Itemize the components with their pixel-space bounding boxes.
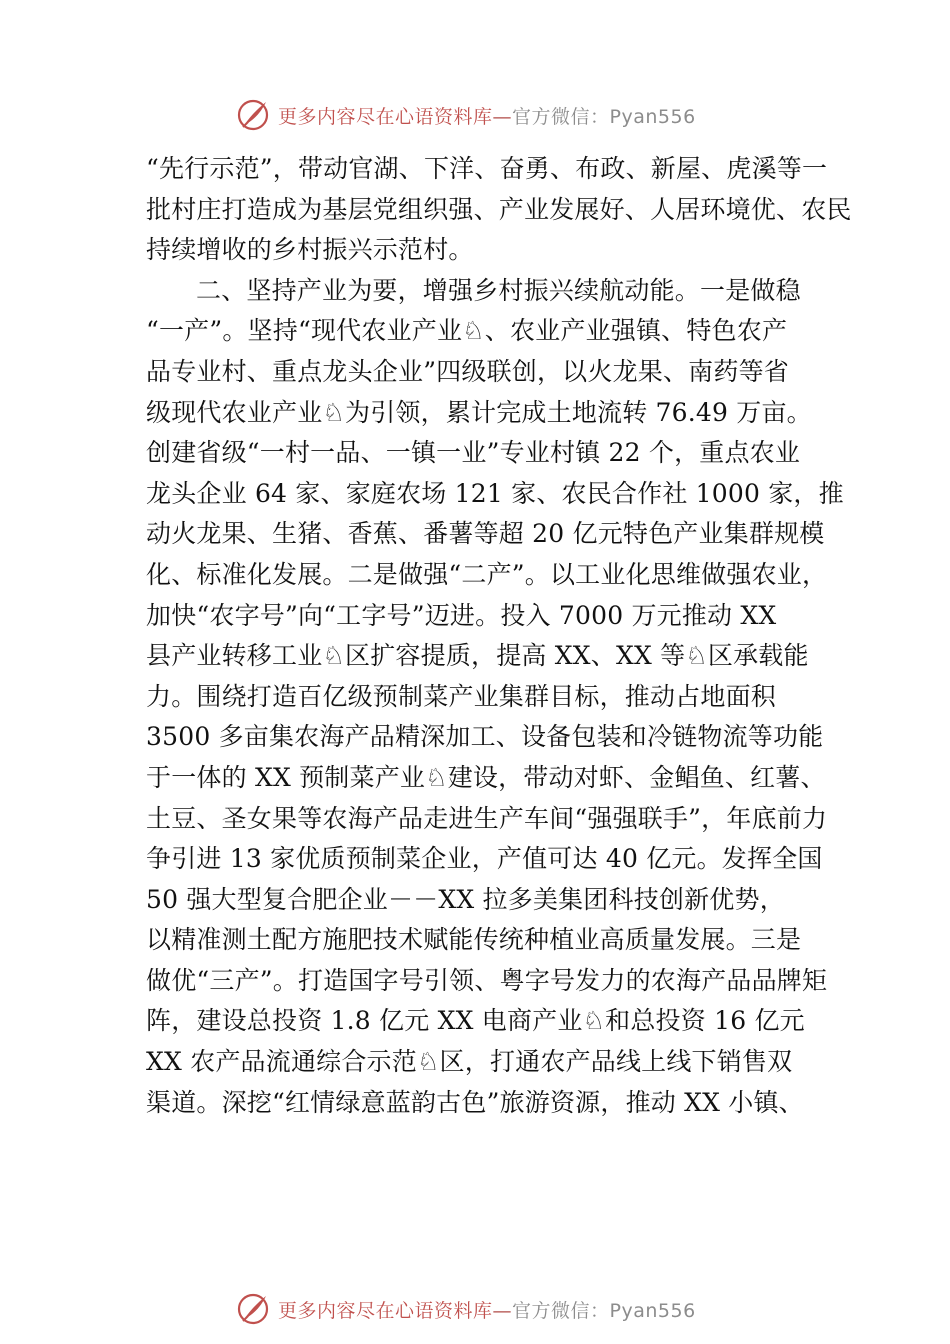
text-line: 3500 多亩集农海产品精深加工、设备包装和冷链物流等功能 (146, 722, 824, 752)
text-line: XX 农产品流通综合示范♘区，打通农产品线上线下销售双 (146, 1047, 793, 1077)
text-line: 批村庄打造成为基层党组织强、产业发展好、人居环境优、农民 (146, 194, 852, 224)
banner-main-text: 更多内容尽在心语资料库 (278, 1299, 493, 1322)
text-line: 县产业转移工业♘区扩容提质，提高 XX、XX 等♘区承载能 (146, 641, 809, 671)
header-watermark-banner (236, 95, 696, 135)
paragraph-2 (146, 271, 844, 1123)
footer-watermark-banner (236, 1289, 696, 1329)
banner-main-text: 更多内容尽在心语资料库 (278, 105, 493, 128)
banner-dash: — (492, 105, 513, 128)
document-body (146, 149, 852, 1123)
text-line: 争引进 13 家优质预制菜企业，产值可达 40 亿元。发挥全国 (146, 844, 823, 874)
quill-logo-icon (236, 1291, 272, 1327)
text-line: 渠道。深挖“红情绿意蓝韵古色”旅游资源，推动 XX 小镇、 (146, 1087, 804, 1117)
banner-wechat-label: 官方微信： (512, 105, 610, 128)
banner-wechat-label: 官方微信： (512, 1299, 610, 1322)
text-line: 龙头企业 64 家、家庭农场 121 家、农民合作社 1000 家，推 (146, 478, 844, 508)
text-line: 以精准测土配方施肥技术赋能传统种植业高质量发展。三是 (146, 925, 802, 955)
text-line: 级现代农业产业♘为引领，累计完成土地流转 76.49 万亩。 (146, 397, 812, 427)
text-line: 土豆、圣女果等农海产品走进生产车间“强强联手”，年底前力 (146, 803, 828, 833)
paragraph-1 (146, 149, 852, 271)
text-line: 持续增收的乡村振兴示范村。 (146, 235, 474, 265)
banner-text (278, 1296, 696, 1323)
text-line: 阵，建设总投资 1.8 亿元 XX 电商产业♘和总投资 16 亿元 (146, 1006, 805, 1036)
banner-dash: — (492, 1299, 513, 1322)
text-line: 动火龙果、生猪、香蕉、番薯等超 20 亿元特色产业集群规模 (146, 519, 825, 549)
text-line: 于一体的 XX 预制菜产业♘建设，带动对虾、金鲳鱼、红薯、 (146, 762, 826, 792)
text-line: 加快“农字号”向“工字号”迈进。投入 7000 万元推动 XX (146, 600, 777, 630)
text-line: 50 强大型复合肥企业－－XX 拉多美集团科技创新优势， (146, 884, 785, 914)
text-line: 力。围绕打造百亿级预制菜产业集群目标，推动占地面积 (146, 681, 777, 711)
text-line: 创建省级“一村一品、一镇一业”专业村镇 22 个，重点农业 (146, 438, 801, 468)
quill-logo-icon (236, 97, 272, 133)
text-line: 二、坚持产业为要，增强乡村振兴续航动能。一是做稳 (196, 275, 801, 305)
text-line: 化、标准化发展。二是做强“二产”。以工业化思维做强农业， (146, 559, 828, 589)
text-line: “先行示范”，带动官湖、下洋、奋勇、布政、新屋、虎溪等一 (146, 154, 828, 183)
banner-text (278, 102, 696, 129)
text-line: 品专业村、重点龙头企业”四级联创，以火龙果、南药等省 (146, 356, 789, 386)
text-line: “一产”。坚持“现代农业产业♘、农业产业强镇、特色农产 (146, 316, 788, 346)
banner-wechat-id: Pyan556 (609, 1299, 696, 1322)
banner-wechat-id: Pyan556 (609, 105, 696, 128)
text-line: 做优“三产”。打造国字号引领、粤字号发力的农海产品品牌矩 (146, 965, 828, 995)
